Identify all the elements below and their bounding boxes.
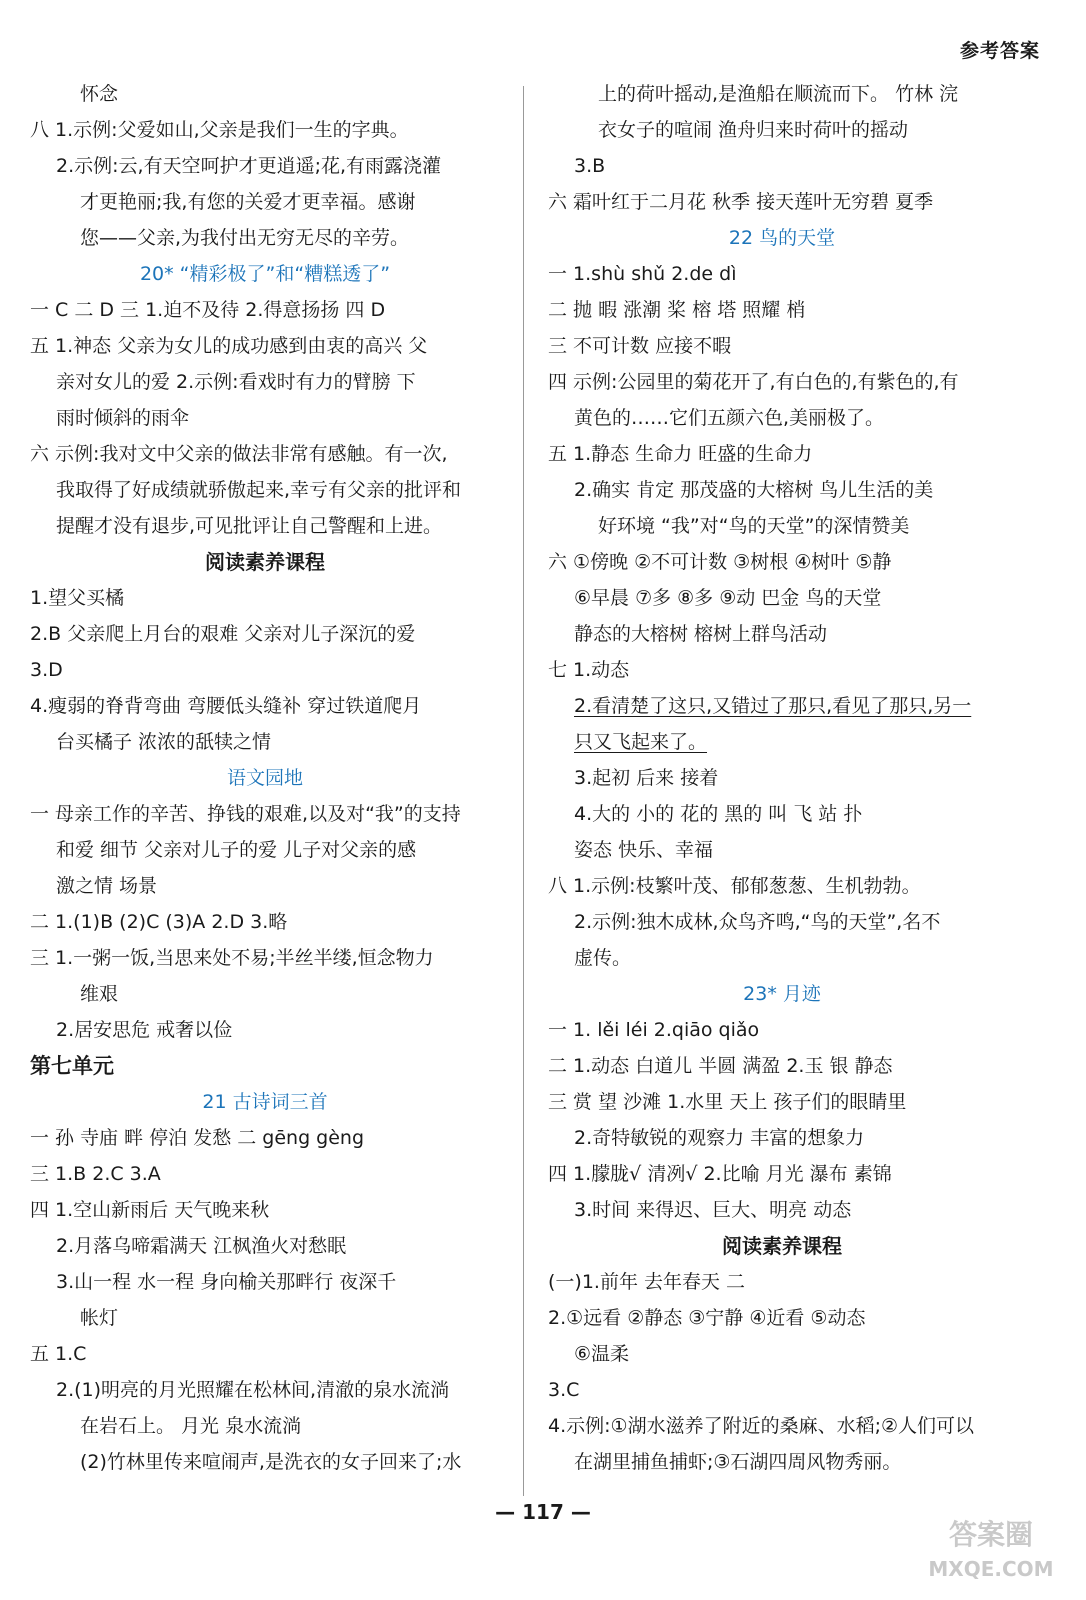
- left-column: [30, 76, 500, 1480]
- right-line: 阅读素养课程: [722, 1234, 842, 1258]
- watermark: [916, 1518, 1066, 1590]
- right-line: 上的荷叶摇动,是渔船在顺流而下。 竹林 浣: [598, 83, 959, 105]
- right-line: (一)1.前年 去年春天 二: [548, 1271, 746, 1293]
- right-line: 三 赏 望 沙滩 1.水里 天上 孩子们的眼睛里: [548, 1091, 907, 1113]
- left-line: 和爱 细节 父亲对儿子的爱 儿子对父亲的感: [56, 839, 417, 861]
- right-line: 在湖里捕鱼捕虾;③石湖四周风物秀丽。: [574, 1451, 902, 1473]
- right-line: ⑥温柔: [574, 1343, 630, 1365]
- left-line: 一 孙 寺庙 畔 停泊 发愁 二 gēng gèng: [30, 1127, 365, 1149]
- right-line: 2.奇特敏锐的观察力 丰富的想象力: [574, 1127, 865, 1149]
- right-line: 四 1.朦胧√ 清冽√ 2.比喻 月光 瀑布 素锦: [548, 1163, 892, 1185]
- left-line: 2.月落乌啼霜满天 江枫渔火对愁眠: [56, 1235, 347, 1257]
- watermark-logo: 答案圈: [948, 1518, 1033, 1551]
- right-line: 静态的大榕树 榕树上群鸟活动: [574, 623, 828, 645]
- right-column: [548, 76, 1016, 1480]
- left-line: 2.示例:云,有天空呵护才更逍遥;花,有雨露浇灌: [56, 155, 442, 177]
- left-line: 雨时倾斜的雨伞: [56, 407, 190, 429]
- right-line: 只又飞起来了。: [574, 731, 708, 753]
- right-line: 2.看清楚了这只,又错过了那只,看见了那只,另一: [574, 695, 972, 717]
- right-line: 衣女子的喧闹 渔舟归来时荷叶的摇动: [598, 119, 909, 141]
- right-line: 五 1.静态 生命力 旺盛的生命力: [548, 443, 813, 465]
- right-line: 三 不可计数 应接不暇: [548, 335, 732, 357]
- right-line: 3.C: [548, 1379, 580, 1401]
- watermark-url: MXQE.COM: [928, 1557, 1054, 1581]
- left-line: 语文园地: [226, 767, 303, 789]
- right-line: 八 1.示例:枝繁叶茂、郁郁葱葱、生机勃勃。: [548, 875, 921, 897]
- right-line: 一 1.shù shǔ 2.de dì: [548, 263, 737, 285]
- right-line: 2.确实 肯定 那茂盛的大榕树 鸟儿生活的美: [574, 479, 934, 501]
- right-line: 姿态 快乐、幸福: [574, 839, 714, 861]
- left-line: 三 1.一粥一饭,当思来处不易;半丝半缕,恒念物力: [30, 947, 434, 969]
- page-header: [960, 36, 1040, 63]
- right-line: 虚传。: [574, 947, 632, 969]
- left-line: 4.瘦弱的脊背弯曲 弯腰低头缝补 穿过铁道爬月: [30, 695, 422, 717]
- left-line: 激之情 场景: [56, 875, 158, 897]
- right-line: 3.起初 后来 接着: [574, 767, 719, 789]
- right-line: 22 鸟的天堂: [728, 227, 836, 249]
- right-line: 一 1. lěi léi 2.qiāo qiǎo: [548, 1019, 760, 1041]
- page-number: — 117 —: [495, 1500, 591, 1524]
- left-line: 2.B 父亲爬上月台的艰难 父亲对儿子深沉的爱: [30, 623, 416, 645]
- left-line: 三 1.B 2.C 3.A: [30, 1163, 161, 1185]
- left-line: 五 1.神态 父亲为女儿的成功感到由衷的高兴 父: [30, 335, 428, 357]
- left-line: 二 1.(1)B (2)C (3)A 2.D 3.略: [30, 911, 288, 933]
- right-line: 四 示例:公园里的菊花开了,有白色的,有紫色的,有: [548, 371, 959, 393]
- column-divider: [523, 86, 524, 1496]
- left-line: 在岩石上。 月光 泉水流淌: [80, 1415, 302, 1437]
- left-line: 一 C 二 D 三 1.迫不及待 2.得意扬扬 四 D: [30, 299, 386, 321]
- left-line: 维艰: [80, 983, 119, 1005]
- header-title: 参考答案: [959, 40, 1040, 62]
- right-line: 2.示例:独木成林,众鸟齐鸣,“鸟的天堂”,名不: [574, 911, 941, 933]
- left-line: 21 古诗词三首: [202, 1091, 328, 1113]
- right-line: 23* 月迹: [743, 983, 821, 1005]
- right-line: 好环境 “我”对“鸟的天堂”的深情赞美: [598, 515, 910, 537]
- left-line: 第七单元: [30, 1054, 114, 1078]
- left-line: 台买橘子 浓浓的舐犊之情: [56, 731, 272, 753]
- right-line: 二 抛 暇 涨潮 桨 榕 塔 照耀 梢: [548, 299, 806, 321]
- left-line: 才更艳丽;我,有您的关爱才更幸福。感谢: [80, 191, 416, 213]
- left-line: 提醒才没有退步,可见批评让自己警醒和上进。: [56, 515, 443, 537]
- left-line: 1.望父买橘: [30, 587, 125, 609]
- left-line: 您——父亲,为我付出无穷无尽的辛劳。: [80, 227, 410, 249]
- left-line: 怀念: [80, 83, 119, 105]
- left-line: 2.居安思危 戒奢以俭: [56, 1019, 233, 1041]
- left-line: 我取得了好成绩就骄傲起来,幸亏有父亲的批评和: [56, 479, 462, 501]
- left-line: 3.山一程 水一程 身向榆关那畔行 夜深千: [56, 1271, 397, 1293]
- right-line: 3.B: [574, 155, 606, 177]
- right-line: 六 霜叶红于二月花 秋季 接天莲叶无穷碧 夏季: [548, 191, 934, 213]
- left-line: 亲对女儿的爱 2.示例:看戏时有力的臂膀 下: [56, 371, 416, 393]
- right-line: ⑥早晨 ⑦多 ⑧多 ⑨动 巴金 鸟的天堂: [574, 587, 882, 609]
- left-line: 2.(1)明亮的月光照耀在松林间,清澈的泉水流淌: [56, 1379, 450, 1401]
- right-line: 4.大的 小的 花的 黑的 叫 飞 站 扑: [574, 803, 863, 825]
- right-line: 六 ①傍晚 ②不可计数 ③树根 ④树叶 ⑤静: [548, 551, 892, 573]
- left-line: 四 1.空山新雨后 天气晚来秋: [30, 1199, 270, 1221]
- left-line: 八 1.示例:父爱如山,父亲是我们一生的字典。: [30, 119, 409, 141]
- left-line: 阅读素养课程: [205, 550, 325, 574]
- right-line: 4.示例:①湖水滋养了附近的桑麻、水稻;②人们可以: [548, 1415, 974, 1437]
- left-line: 五 1.C: [30, 1343, 87, 1365]
- left-line: 20* “精彩极了”和“糟糕透了”: [139, 263, 391, 285]
- left-line: 帐灯: [80, 1307, 119, 1329]
- right-line: 3.时间 来得迟、巨大、明亮 动态: [574, 1199, 852, 1221]
- left-line: (2)竹林里传来喧闹声,是洗衣的女子回来了;水: [80, 1451, 462, 1473]
- right-line: 二 1.动态 白道儿 半圆 满盈 2.玉 银 静态: [548, 1055, 893, 1077]
- right-line: 黄色的……它们五颜六色,美丽极了。: [574, 407, 885, 429]
- right-line: 2.①远看 ②静态 ③宁静 ④近看 ⑤动态: [548, 1307, 866, 1329]
- right-line: 七 1.动态: [548, 659, 630, 681]
- left-line: 六 示例:我对文中父亲的做法非常有感触。有一次,: [30, 443, 448, 465]
- left-line: 一 母亲工作的辛苦、挣钱的艰难,以及对“我”的支持: [30, 803, 461, 825]
- left-line: 3.D: [30, 659, 63, 681]
